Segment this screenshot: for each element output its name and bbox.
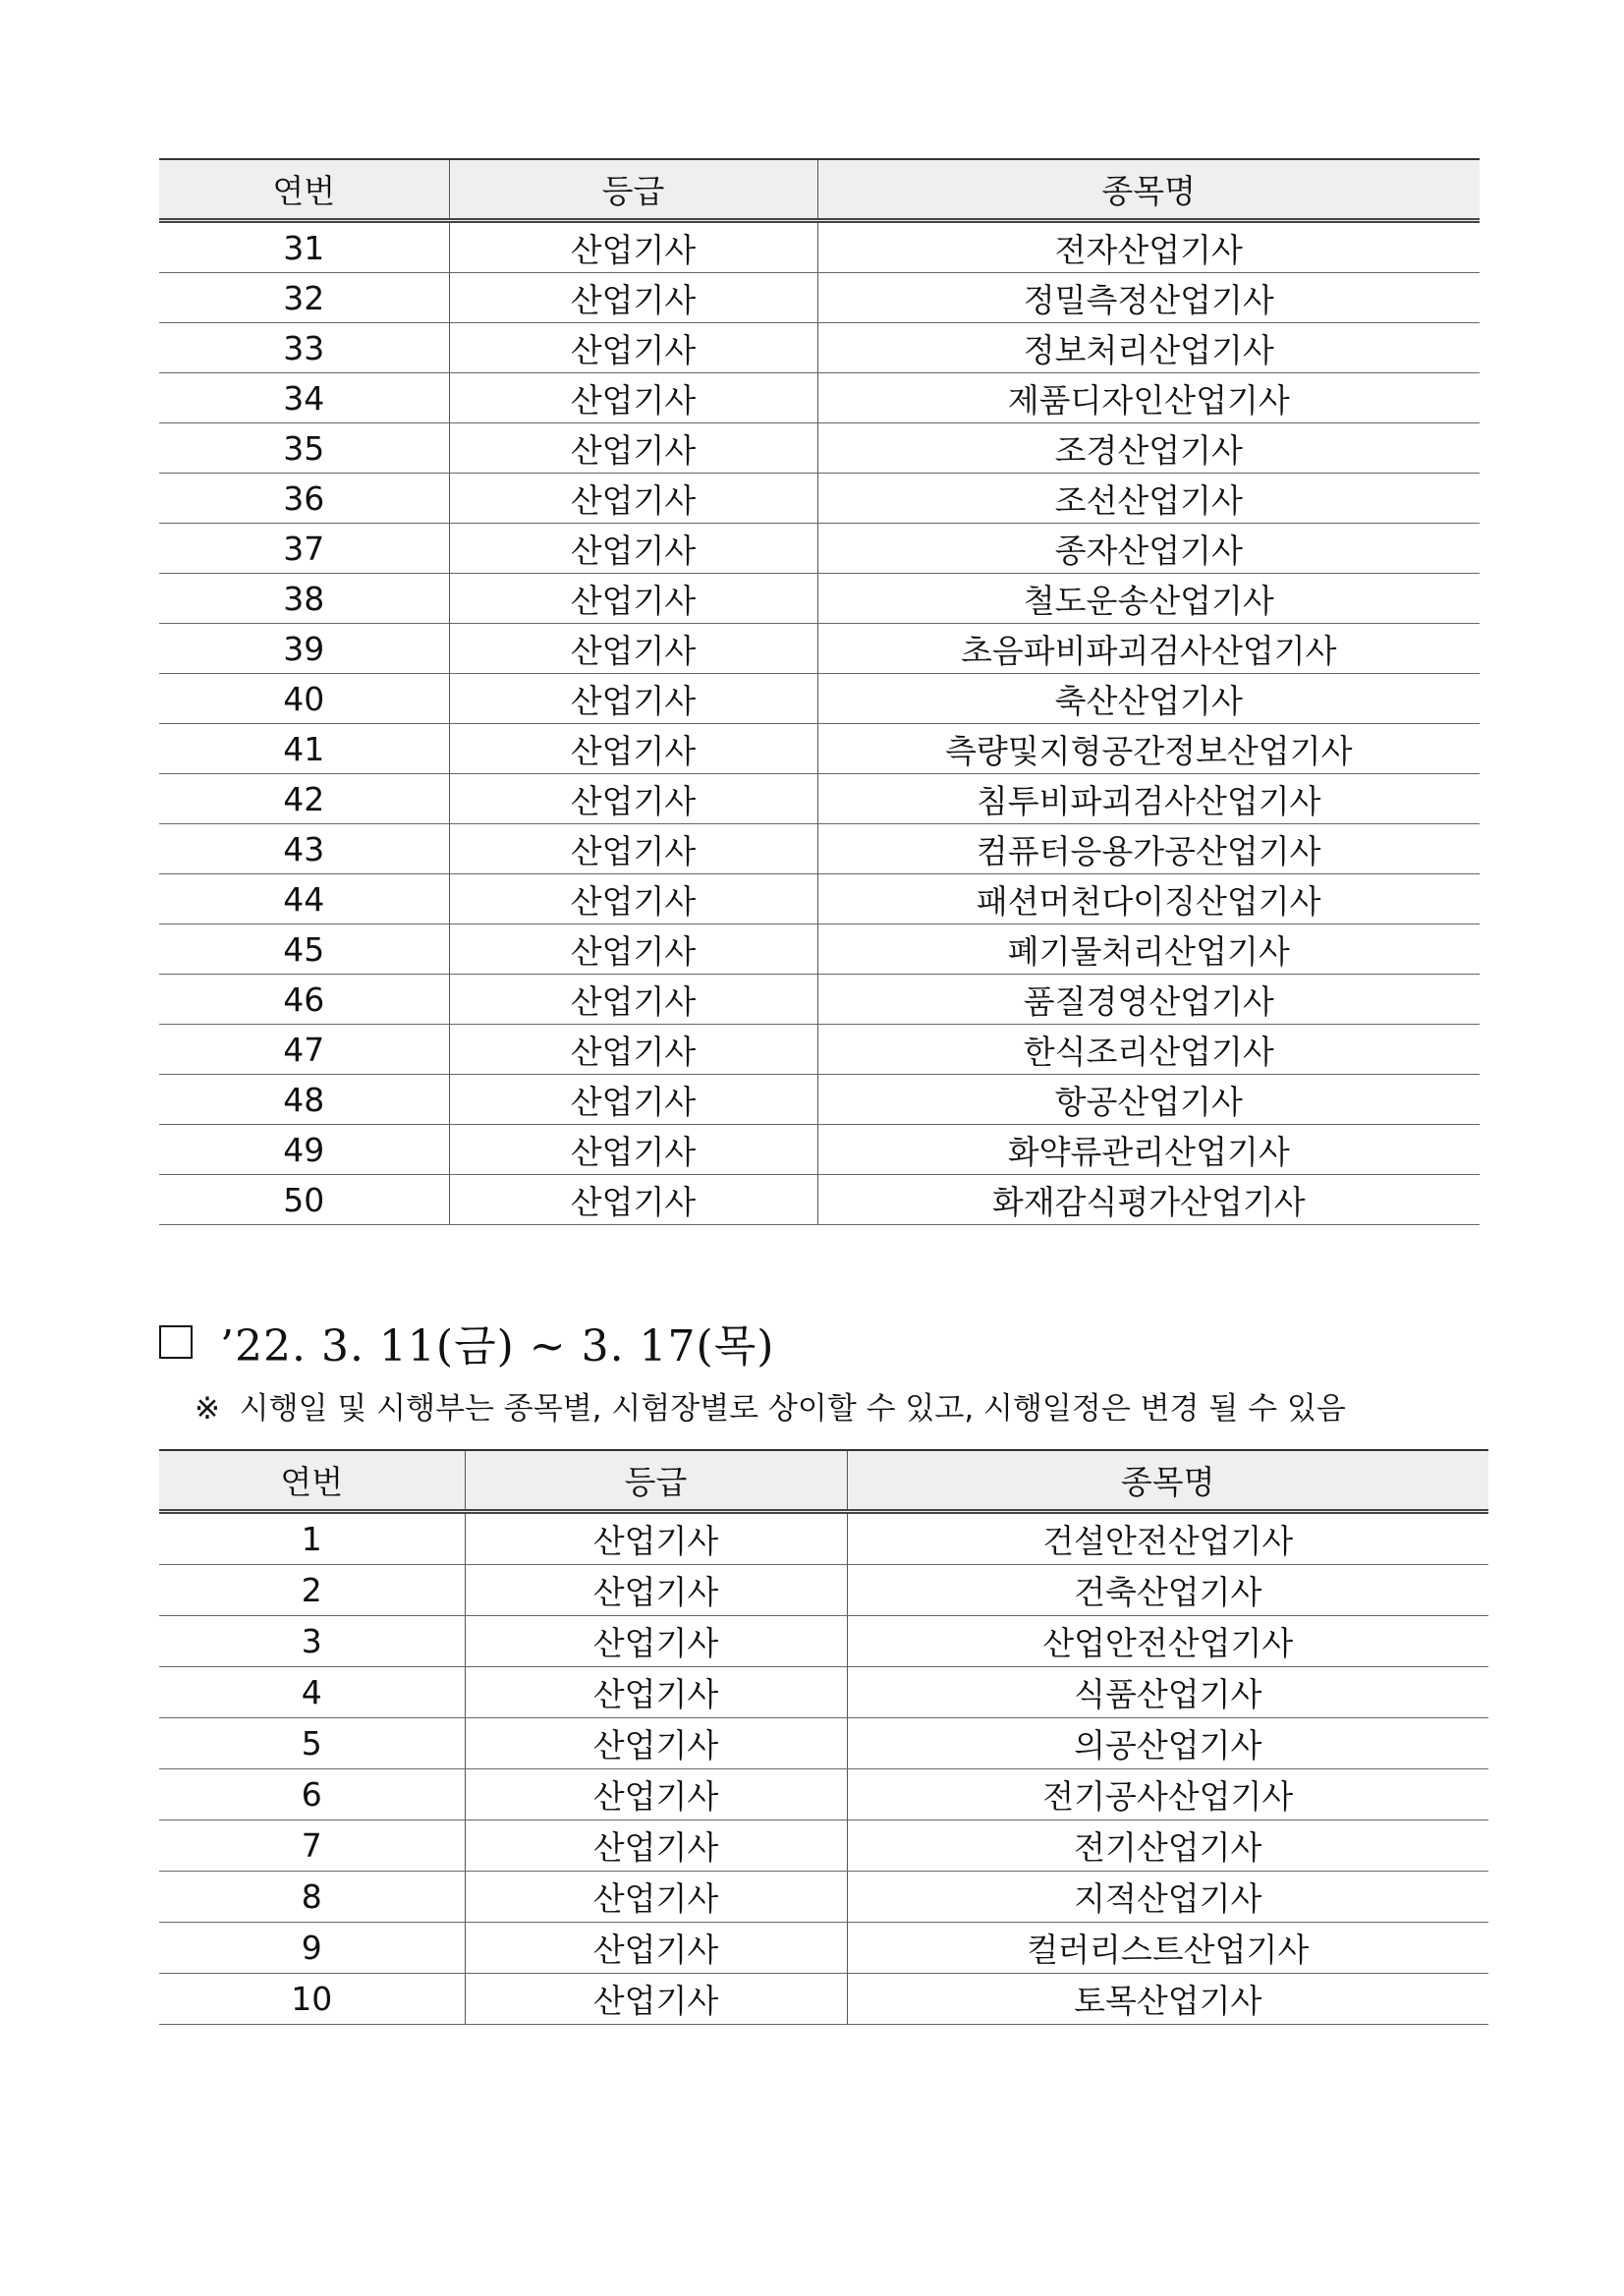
- cell-number: 47: [159, 1025, 449, 1075]
- cell-grade: 산업기사: [449, 975, 817, 1025]
- table-row: [159, 1923, 1488, 1974]
- header-number: 연번: [159, 159, 449, 221]
- table-row: [159, 824, 1480, 874]
- cell-grade: 산업기사: [465, 1616, 847, 1667]
- cell-grade: 산업기사: [449, 774, 817, 824]
- cell-subject: 전기공사산업기사: [847, 1769, 1488, 1820]
- table-row: [159, 975, 1480, 1025]
- cell-subject: 컬러리스트산업기사: [847, 1923, 1488, 1974]
- table-row: [159, 1075, 1480, 1125]
- table-row: [159, 1667, 1488, 1718]
- cell-grade: 산업기사: [449, 1175, 817, 1225]
- cell-number: 2: [159, 1565, 465, 1616]
- table-row: [159, 1974, 1488, 2025]
- cell-grade: 산업기사: [465, 1974, 847, 2025]
- cell-grade: 산업기사: [465, 1667, 847, 1718]
- cell-number: 38: [159, 574, 449, 624]
- cell-number: 1: [159, 1512, 465, 1565]
- cell-subject: 한식조리산업기사: [817, 1025, 1480, 1075]
- cell-grade: 산업기사: [449, 1075, 817, 1125]
- cell-number: 44: [159, 874, 449, 924]
- cell-grade: 산업기사: [449, 624, 817, 674]
- table-row: [159, 221, 1480, 273]
- cell-subject: 축산산업기사: [817, 674, 1480, 724]
- cell-number: 49: [159, 1125, 449, 1175]
- cell-subject: 초음파비파괴검사산업기사: [817, 624, 1480, 674]
- cell-grade: 산업기사: [449, 574, 817, 624]
- table-row: [159, 373, 1480, 423]
- cell-grade: 산업기사: [465, 1718, 847, 1769]
- table-row: [159, 874, 1480, 924]
- cell-number: 7: [159, 1820, 465, 1872]
- schedule-section-heading: [159, 1311, 774, 1373]
- cell-subject: 토목산업기사: [847, 1974, 1488, 2025]
- cell-number: 46: [159, 975, 449, 1025]
- header-subject: 종목명: [817, 159, 1480, 221]
- cell-subject: 정보처리산업기사: [817, 323, 1480, 373]
- cell-grade: 산업기사: [449, 1025, 817, 1075]
- cell-grade: 산업기사: [449, 874, 817, 924]
- cell-grade: 산업기사: [449, 273, 817, 323]
- table-row: [159, 1616, 1488, 1667]
- checkbox-bullet-icon: [159, 1325, 193, 1359]
- cell-grade: 산업기사: [465, 1769, 847, 1820]
- cell-number: 41: [159, 724, 449, 774]
- table-row: [159, 574, 1480, 624]
- table-row: [159, 1718, 1488, 1769]
- table-row: [159, 624, 1480, 674]
- table-row: [159, 724, 1480, 774]
- table-row: [159, 1125, 1480, 1175]
- table-row: [159, 1872, 1488, 1923]
- table-row: [159, 474, 1480, 524]
- cell-subject: 전자산업기사: [817, 221, 1480, 273]
- cell-subject: 컴퓨터응용가공산업기사: [817, 824, 1480, 874]
- header-subject: 종목명: [847, 1450, 1488, 1512]
- cell-subject: 항공산업기사: [817, 1075, 1480, 1125]
- cell-number: 35: [159, 423, 449, 474]
- cell-number: 31: [159, 221, 449, 273]
- cell-subject: 패션머천다이징산업기사: [817, 874, 1480, 924]
- cell-number: 33: [159, 323, 449, 373]
- cell-number: 48: [159, 1075, 449, 1125]
- table-row: [159, 1565, 1488, 1616]
- cell-grade: 산업기사: [449, 323, 817, 373]
- table-row: [159, 524, 1480, 574]
- cell-subject: 품질경영산업기사: [817, 975, 1480, 1025]
- cell-grade: 산업기사: [465, 1923, 847, 1974]
- cell-number: 8: [159, 1872, 465, 1923]
- header-number: 연번: [159, 1450, 465, 1512]
- cell-subject: 의공산업기사: [847, 1718, 1488, 1769]
- cell-subject: 조경산업기사: [817, 423, 1480, 474]
- schedule-note: ※ 시행일 및 시행부는 종목별, 시험장별로 상이할 수 있고, 시행일정은 변경 될 수 있음: [195, 1391, 1346, 1427]
- cell-grade: 산업기사: [465, 1872, 847, 1923]
- cell-number: 4: [159, 1667, 465, 1718]
- cell-number: 37: [159, 524, 449, 574]
- table-row: [159, 1025, 1480, 1075]
- section-title: ’22. 3. 11(금) ~ 3. 17(목): [220, 1321, 775, 1372]
- table-row: [159, 1175, 1480, 1225]
- cell-subject: 종자산업기사: [817, 524, 1480, 574]
- cell-subject: 화재감식평가산업기사: [817, 1175, 1480, 1225]
- cell-subject: 건설안전산업기사: [847, 1512, 1488, 1565]
- exam-table-1: [159, 158, 1480, 1225]
- cell-subject: 건축산업기사: [847, 1565, 1488, 1616]
- cell-grade: 산업기사: [449, 221, 817, 273]
- table-row: [159, 1512, 1488, 1565]
- cell-number: 45: [159, 924, 449, 975]
- cell-grade: 산업기사: [449, 724, 817, 774]
- table-row: [159, 423, 1480, 474]
- header-grade: 등급: [449, 159, 817, 221]
- exam-table-2: [159, 1449, 1488, 2025]
- table-row: [159, 924, 1480, 975]
- cell-grade: 산업기사: [465, 1565, 847, 1616]
- cell-subject: 침투비파괴검사산업기사: [817, 774, 1480, 824]
- table-header-row: [159, 159, 1480, 221]
- cell-number: 34: [159, 373, 449, 423]
- cell-subject: 화약류관리산업기사: [817, 1125, 1480, 1175]
- cell-grade: 산업기사: [449, 924, 817, 975]
- cell-number: 39: [159, 624, 449, 674]
- cell-grade: 산업기사: [449, 373, 817, 423]
- cell-grade: 산업기사: [449, 423, 817, 474]
- cell-number: 3: [159, 1616, 465, 1667]
- cell-grade: 산업기사: [465, 1820, 847, 1872]
- cell-subject: 산업안전산업기사: [847, 1616, 1488, 1667]
- cell-subject: 제품디자인산업기사: [817, 373, 1480, 423]
- cell-number: 5: [159, 1718, 465, 1769]
- cell-subject: 전기산업기사: [847, 1820, 1488, 1872]
- cell-subject: 폐기물처리산업기사: [817, 924, 1480, 975]
- cell-grade: 산업기사: [465, 1512, 847, 1565]
- cell-grade: 산업기사: [449, 1125, 817, 1175]
- cell-number: 6: [159, 1769, 465, 1820]
- cell-subject: 지적산업기사: [847, 1872, 1488, 1923]
- table-row: [159, 774, 1480, 824]
- cell-number: 9: [159, 1923, 465, 1974]
- cell-subject: 조선산업기사: [817, 474, 1480, 524]
- cell-grade: 산업기사: [449, 474, 817, 524]
- cell-number: 50: [159, 1175, 449, 1225]
- cell-subject: 측량및지형공간정보산업기사: [817, 724, 1480, 774]
- cell-grade: 산업기사: [449, 824, 817, 874]
- table-row: [159, 674, 1480, 724]
- cell-number: 36: [159, 474, 449, 524]
- cell-number: 43: [159, 824, 449, 874]
- cell-number: 10: [159, 1974, 465, 2025]
- cell-subject: 정밀측정산업기사: [817, 273, 1480, 323]
- table-row: [159, 273, 1480, 323]
- cell-grade: 산업기사: [449, 524, 817, 574]
- table-row: [159, 1769, 1488, 1820]
- table-body: [159, 221, 1480, 1225]
- header-grade: 등급: [465, 1450, 847, 1512]
- cell-subject: 식품산업기사: [847, 1667, 1488, 1718]
- cell-number: 42: [159, 774, 449, 824]
- table-row: [159, 323, 1480, 373]
- cell-subject: 철도운송산업기사: [817, 574, 1480, 624]
- cell-number: 40: [159, 674, 449, 724]
- table-body: [159, 1512, 1488, 2025]
- cell-grade: 산업기사: [449, 674, 817, 724]
- table-row: [159, 1820, 1488, 1872]
- cell-number: 32: [159, 273, 449, 323]
- table-header-row: [159, 1450, 1488, 1512]
